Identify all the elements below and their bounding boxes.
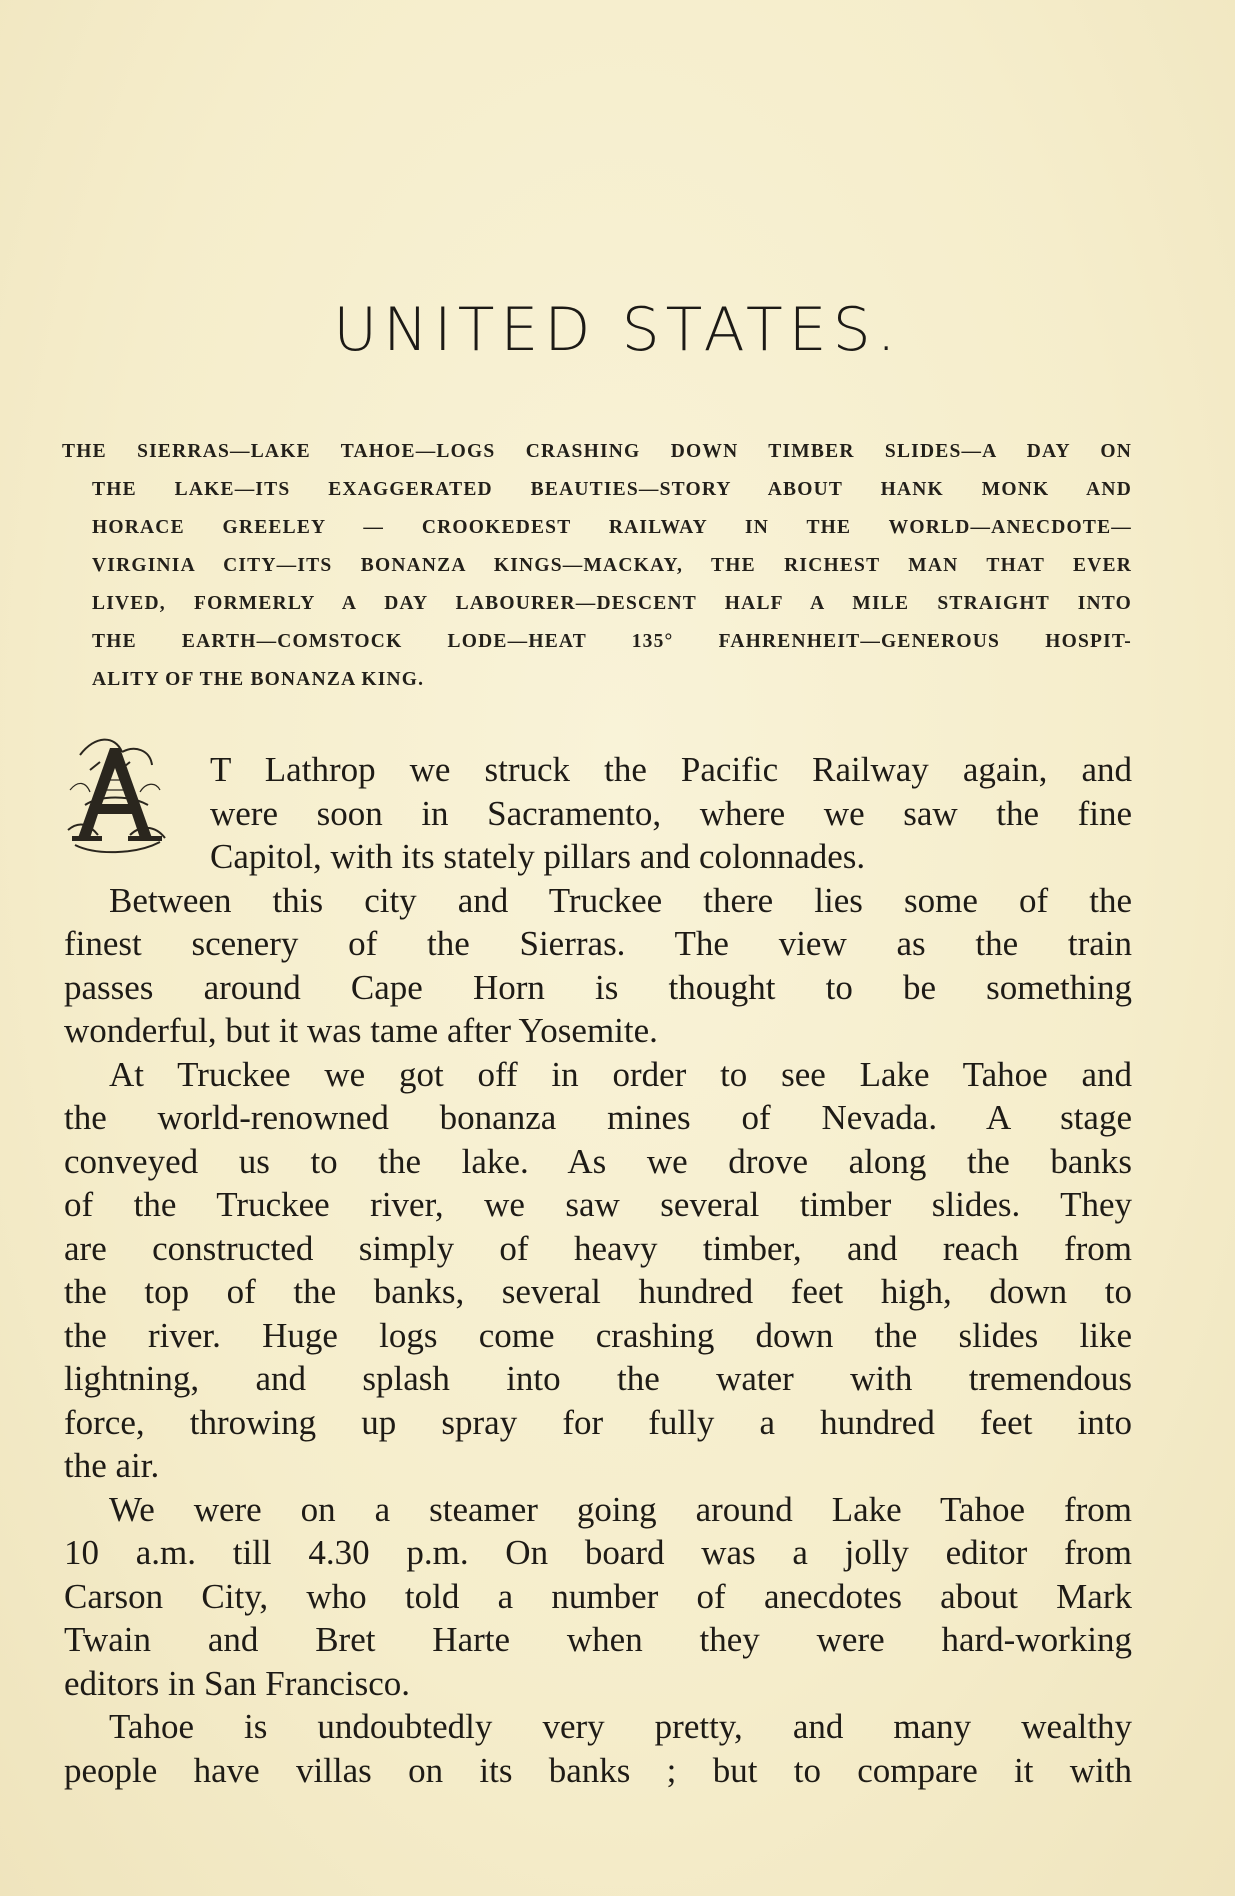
text-line: passes around Cape Horn is thought to be something <box>64 967 1132 1007</box>
text-line: Carson City, who told a number of anecdotes about Mark <box>64 1576 1132 1616</box>
chapter-synopsis <box>62 433 1132 699</box>
synopsis-line: LIVED, FORMERLY A DAY LABOURER—DESCENT HALF A MILE STRAIGHT INTO <box>92 593 1132 614</box>
text-line: T Lathrop we struck the Pacific Railway again, and <box>210 750 1132 789</box>
text-line: force, throwing up spray for fully a hundred feet into <box>64 1402 1132 1442</box>
chapter-title: UNITED STATES. <box>333 295 902 365</box>
text-line: the air. <box>64 1446 160 1485</box>
synopsis-line: THE SIERRAS—LAKE TAHOE—LOGS CRASHING DOWN TIMBER SLIDES—A DAY ON <box>62 441 1132 462</box>
text-line: editors in San Francisco. <box>64 1663 411 1703</box>
synopsis-line: THE LAKE—ITS EXAGGERATED BEAUTIES—STORY ABOUT HANK MONK AND <box>92 479 1132 500</box>
body-text <box>64 879 1132 1793</box>
text-line: people have villas on its banks ; but to compare it with <box>64 1750 1132 1790</box>
text-line: Twain and Bret Harte when they were hard-working <box>64 1620 1132 1659</box>
synopsis-line: THE EARTH—COMSTOCK LODE—HEAT 135° FAHRENHEIT—GENEROUS HOSPIT- <box>92 631 1132 652</box>
text-line: lightning, and splash into the water with tremendous <box>64 1359 1132 1398</box>
text-line: Capitol, with its stately pillars and colonnades. <box>210 837 866 876</box>
opening-paragraph <box>210 748 1132 879</box>
text-line: the world-renowned bonanza mines of Nevada. A stage <box>64 1098 1132 1137</box>
text-line: the top of the banks, several hundred feet high, down to <box>64 1272 1132 1311</box>
text-line: At Truckee we got off in order to see Lake Tahoe and <box>109 1054 1132 1094</box>
text-line: are constructed simply of heavy timber, and reach from <box>64 1228 1132 1268</box>
text-line: Tahoe is undoubtedly very pretty, and many wealthy <box>109 1707 1132 1746</box>
text-line: 10 a.m. till 4.30 p.m. On board was a jolly editor from <box>64 1533 1132 1572</box>
text-line: wonderful, but it was tame after Yosemite. <box>64 1011 658 1050</box>
text-line: Between this city and Truckee there lies some of the <box>109 880 1132 920</box>
text-line: were soon in Sacramento, where we saw the fine <box>210 793 1132 833</box>
text-line: of the Truckee river, we saw several timber slides. They <box>64 1185 1132 1224</box>
decorative-dropcap <box>60 730 170 870</box>
synopsis-line: VIRGINIA CITY—ITS BONANZA KINGS—MACKAY, THE RICHEST MAN THAT EVER <box>92 555 1132 576</box>
text-line: the river. Huge logs come crashing down the slides like <box>64 1315 1132 1355</box>
synopsis-line: HORACE GREELEY — CROOKEDEST RAILWAY IN THE WORLD—ANECDOTE— <box>92 517 1132 538</box>
text-line: conveyed us to the lake. As we drove along the banks <box>64 1141 1132 1181</box>
dropcap-ornament-icon <box>60 730 170 870</box>
synopsis-line: ALITY OF THE BONANZA KING. <box>92 669 425 690</box>
text-line: We were on a steamer going around Lake Tahoe from <box>109 1489 1132 1529</box>
text-line: finest scenery of the Sierras. The view as the train <box>64 924 1132 963</box>
